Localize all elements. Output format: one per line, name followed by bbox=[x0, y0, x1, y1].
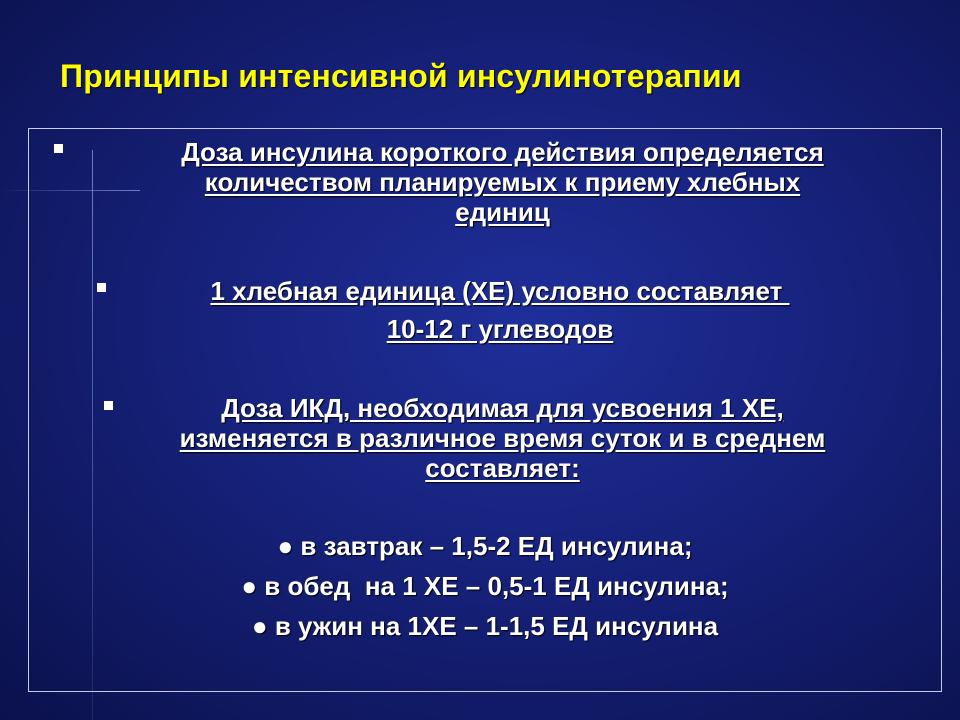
bullet-1-line-1: Доза инсулина короткого действия определяется bbox=[181, 137, 824, 167]
bullet-3-line-3: составляет: bbox=[425, 453, 580, 483]
bullet-square-icon bbox=[54, 144, 63, 153]
bullet-1-line-2: количеством планируемых к приему хлебных bbox=[204, 167, 801, 197]
bullet-item-2 bbox=[110, 276, 890, 344]
sub-item-dinner: ● в ужин на 1ХЕ – 1-1,5 ЕД инсулина bbox=[251, 611, 719, 641]
slide-title: Принципы интенсивной инсулинотерапии bbox=[60, 58, 742, 94]
bullet-square-icon bbox=[97, 283, 106, 292]
bullet-3-line-2: изменяется в различное время суток и в среднем bbox=[179, 423, 826, 453]
bullet-item-3 bbox=[80, 393, 925, 483]
bullet-1-line-3: единиц bbox=[455, 197, 550, 227]
bullet-2-line-1: 1 хлебная единица (ХЕ) условно составляет bbox=[210, 276, 790, 306]
bullet-item-1 bbox=[80, 137, 925, 227]
bullet-3-line-1: Доза ИКД, необходимая для усвоения 1 ХЕ, bbox=[221, 393, 784, 423]
bullet-2-line-2: 10-12 г углеводов bbox=[386, 314, 614, 344]
sub-item-lunch: ● в обед на 1 ХЕ – 0,5-1 ЕД инсулина; bbox=[241, 571, 729, 601]
sub-item-breakfast: ● в завтрак – 1,5-2 ЕД инсулина; bbox=[277, 531, 693, 561]
